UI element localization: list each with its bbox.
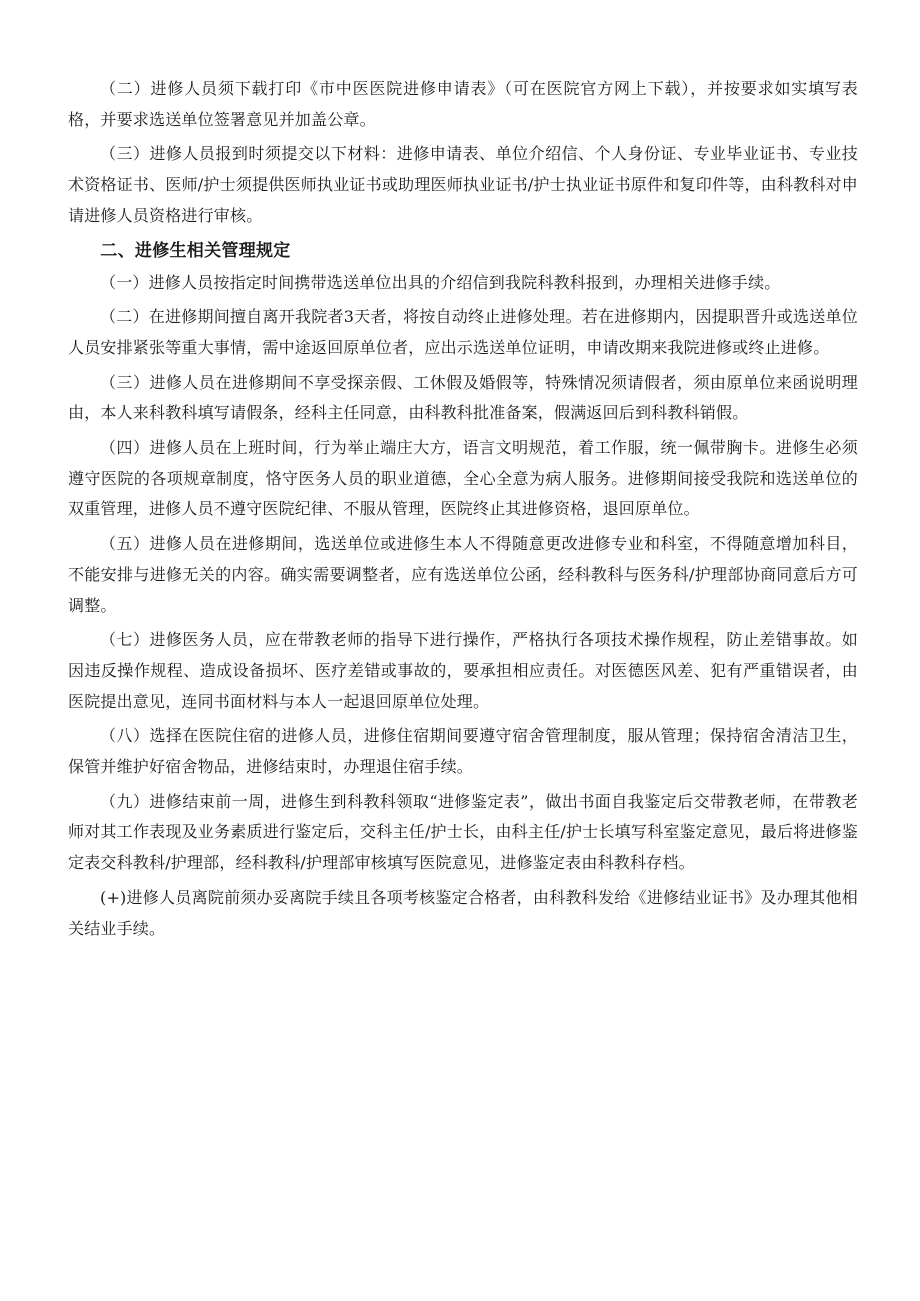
document-body — [68, 74, 858, 948]
paragraph-registration-materials: （三）进修人员报到时须提交以下材料：进修申请表、单位介绍信、个人身份证、专业毕业证书、专业技术资格证书、医师/护士须提供医师执业证书或助理医师执业证书/护士执业证书原件和复印件等，由科教科对申请进修人员资格进行审核。 — [68, 144, 858, 225]
paragraph-rule-10-completion: (+)进修人员离院前须办妥离院手续且各项考核鉴定合格者，由科教科发给《进修结业证书》及办理其他相关结业手续。 — [68, 887, 858, 938]
paragraph-rule-4-conduct: （四）进修人员在上班时间，行为举止端庄大方，语言文明规范，着工作服，统一佩带胸卡。进修生必须遵守医院的各项规章制度，恪守医务人员的职业道德，全心全意为病人服务。进修期间接受我院和选送单位的双重管理，进修人员不遵守医院纪律、不服从管理，医院终止其进修资格，退回原单位。 — [68, 438, 858, 519]
paragraph-rule-2-absence: （二）在进修期间擅自离开我院者3天者，将按自动终止进修处理。若在进修期内，因提职晋升或选送单位人员安排紧张等重大事情，需中途返回原单位者，应出示选送单位证明，申请改期来我院进修或终止进修。 — [68, 307, 858, 357]
section-heading: 二、进修生相关管理规定 — [100, 240, 291, 261]
paragraph-rule-9-evaluation: （九）进修结束前一周，进修生到科教科领取“进修鉴定表”，做出书面自我鉴定后交带教老师，在带教老师对其工作表现及业务素质进行鉴定后，交科主任/护士长，由科主任/护士长填写科室鉴定意见，最后将进修鉴定表交科教科/护理部，经科教科/护理部审核填写医院意见，进修鉴定表由科教科存档。 — [68, 791, 858, 873]
paragraph-rule-5-specialty: （五）进修人员在进修期间，选送单位或进修生本人不得随意更改进修专业和科室，不得随意增加科目，不能安排与进修无关的内容。确实需要调整者，应有选送单位公函，经科教科与医务科/护理部协商同意后方可调整。 — [68, 534, 858, 615]
paragraph-application-form: （二）进修人员须下载打印《市中医医院进修申请表》（可在医院官方网上下载），并按要求如实填写表格，并要求选送单位签署意见并加盖公章。 — [68, 79, 858, 129]
paragraph-rule-7-operations: （七）进修医务人员，应在带教老师的指导下进行操作，严格执行各项技术操作规程，防止差错事故。如因违反操作规程、造成设备损坏、医疗差错或事故的，要承担相应责任。对医德医风差、犯有严重错误者，由医院提出意见，连同书面材料与本人一起退回原单位处理。 — [68, 630, 858, 711]
paragraph-rule-3-leave: （三）进修人员在进修期间不享受探亲假、工休假及婚假等，特殊情况须请假者，须由原单位来函说明理由，本人来科教科填写请假条，经科主任同意，由科教科批准备案，假满返回后到科教科销假。 — [68, 372, 858, 423]
paragraph-rule-1-reporting: （一）进修人员按指定时间携带选送单位出具的介绍信到我院科教科报到，办理相关进修手续。 — [100, 272, 781, 292]
paragraph-rule-8-dormitory: （八）选择在医院住宿的进修人员，进修住宿期间要遵守宿舍管理制度，服从管理；保持宿舍清洁卫生，保管并维护好宿舍物品，进修结束时，办理退住宿手续。 — [68, 726, 858, 777]
